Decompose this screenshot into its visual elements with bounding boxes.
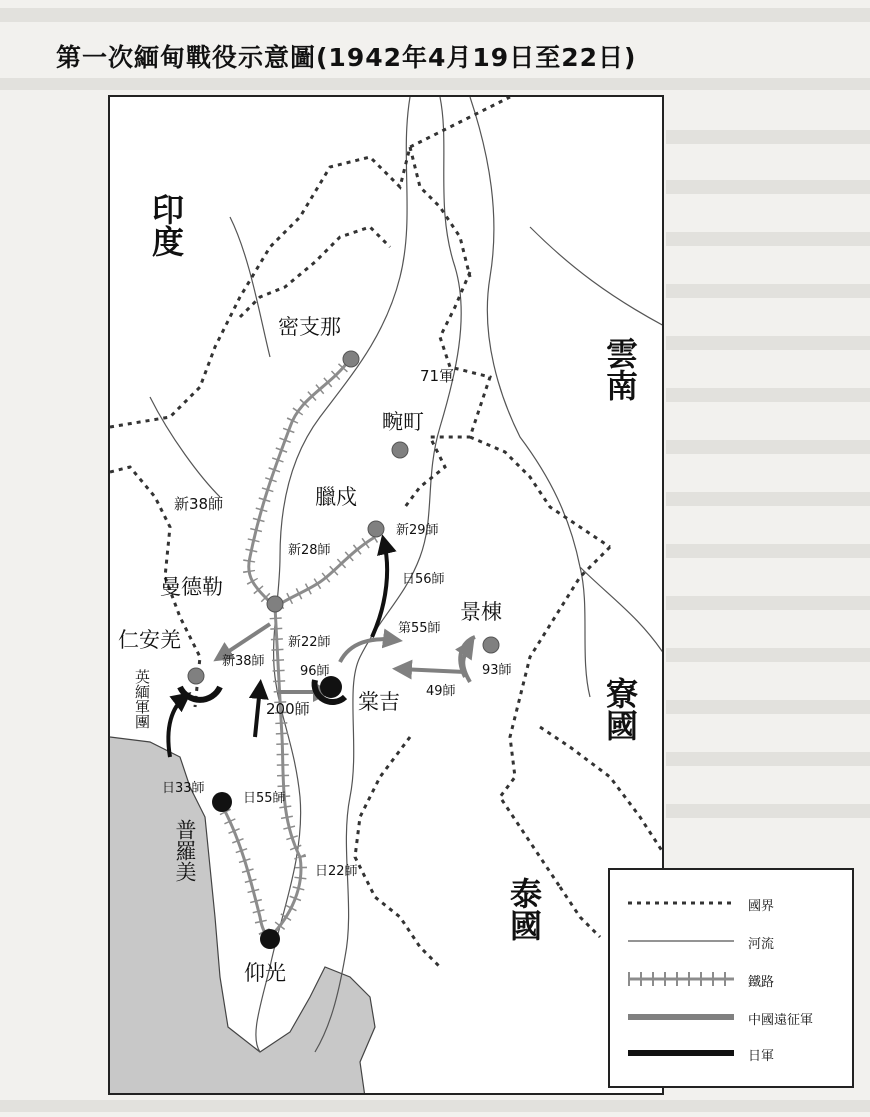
- japanese-advance-arrow-yenangyaung: [168, 697, 185, 757]
- unit-label-div96: 96師: [300, 664, 330, 679]
- legend-item-japanese-army: [626, 1042, 846, 1064]
- city-label-bhamo: 畹町: [382, 410, 424, 434]
- city-label-kengtung: 景棟: [460, 600, 502, 624]
- unit-label-jp56: 日56師: [402, 572, 445, 587]
- unit-label-new22: 新22師: [288, 635, 331, 650]
- city-label-rangoon: 仰光: [244, 961, 286, 985]
- city-markers: [188, 351, 499, 949]
- unit-label-new29: 新29師: [396, 523, 439, 538]
- city-label-yenangyaung: 仁安羌: [118, 628, 181, 652]
- unit-label-div200: 200師: [266, 700, 310, 718]
- legend-label-chinese-army: 中國遠征軍: [748, 1013, 814, 1028]
- city-marker-lashio: [368, 521, 384, 537]
- unit-label-jp55: 日55師: [243, 791, 286, 806]
- unit-label-jp33: 日33師: [162, 781, 205, 796]
- chinese-move-arrow-200: [255, 687, 260, 737]
- city-label-myitkyina: 密支那: [278, 315, 341, 339]
- legend-label-railway: 鐵路: [748, 975, 775, 990]
- region-label-india: 印度: [147, 193, 185, 257]
- legend-item-border: [626, 892, 846, 914]
- city-marker-prome: [212, 792, 232, 812]
- unit-label-new38-south: 新38師: [222, 654, 265, 669]
- legend-item-river: [626, 930, 846, 952]
- region-label-yunnan: 雲南: [601, 337, 639, 401]
- legend-label-river: 河流: [748, 937, 775, 952]
- city-marker-myitkyina: [343, 351, 359, 367]
- city-marker-yenangyaung: [188, 668, 204, 684]
- japanese-advance-arrow-taunggyi: [400, 669, 465, 672]
- unit-label-div55: 第55師: [398, 621, 441, 636]
- city-label-mandalay: 曼德勒: [160, 575, 223, 599]
- region-label-thailand: 泰國: [505, 877, 543, 941]
- chinese-army-defense-arc: [180, 687, 220, 700]
- legend-item-chinese-army: [626, 1006, 846, 1028]
- unit-label-div93: 93師: [482, 663, 512, 678]
- legend-label-border: 國界: [748, 899, 775, 914]
- legend-label-japanese-army: 日軍: [748, 1049, 775, 1064]
- map-legend: [608, 868, 854, 1088]
- unit-label-71-army: 71軍: [420, 367, 455, 385]
- railway-symbol-icon: [626, 968, 736, 990]
- legend-item-railway: [626, 968, 846, 990]
- city-marker-kengtung: [483, 637, 499, 653]
- unit-label-jp22: 日22師: [315, 864, 358, 879]
- unit-label-new38-north: 新38師: [174, 495, 224, 513]
- unit-label-british-burma-corps: 英緬軍團: [133, 669, 151, 729]
- japanese-army-symbol-icon: [626, 1042, 736, 1064]
- chinese-move-arrow-new38: [220, 624, 270, 657]
- city-marker-taunggyi: [320, 676, 342, 698]
- region-label-laos: 寮國: [601, 677, 639, 741]
- city-label-taunggyi: 棠吉: [358, 690, 400, 714]
- unit-label-div49: 49師: [426, 684, 456, 699]
- map-title: 第一次緬甸戰役示意圖(1942年4月19日至22日): [56, 43, 637, 72]
- river-symbol-icon: [626, 930, 736, 952]
- city-label-prome: 普羅美: [173, 819, 197, 882]
- unit-label-new28: 新28師: [288, 543, 331, 558]
- city-marker-bhamo: [392, 442, 408, 458]
- map-frame: [108, 95, 664, 1095]
- japanese-advance-arrow-lashio: [372, 542, 387, 637]
- city-marker-mandalay: [267, 596, 283, 612]
- border-symbol-icon: [626, 892, 736, 914]
- chinese-army-symbol-icon: [626, 1006, 736, 1028]
- chinese-move-arrow-taunggyi: [340, 639, 395, 662]
- city-label-lashio: 臘戍: [315, 485, 357, 509]
- city-marker-rangoon: [260, 929, 280, 949]
